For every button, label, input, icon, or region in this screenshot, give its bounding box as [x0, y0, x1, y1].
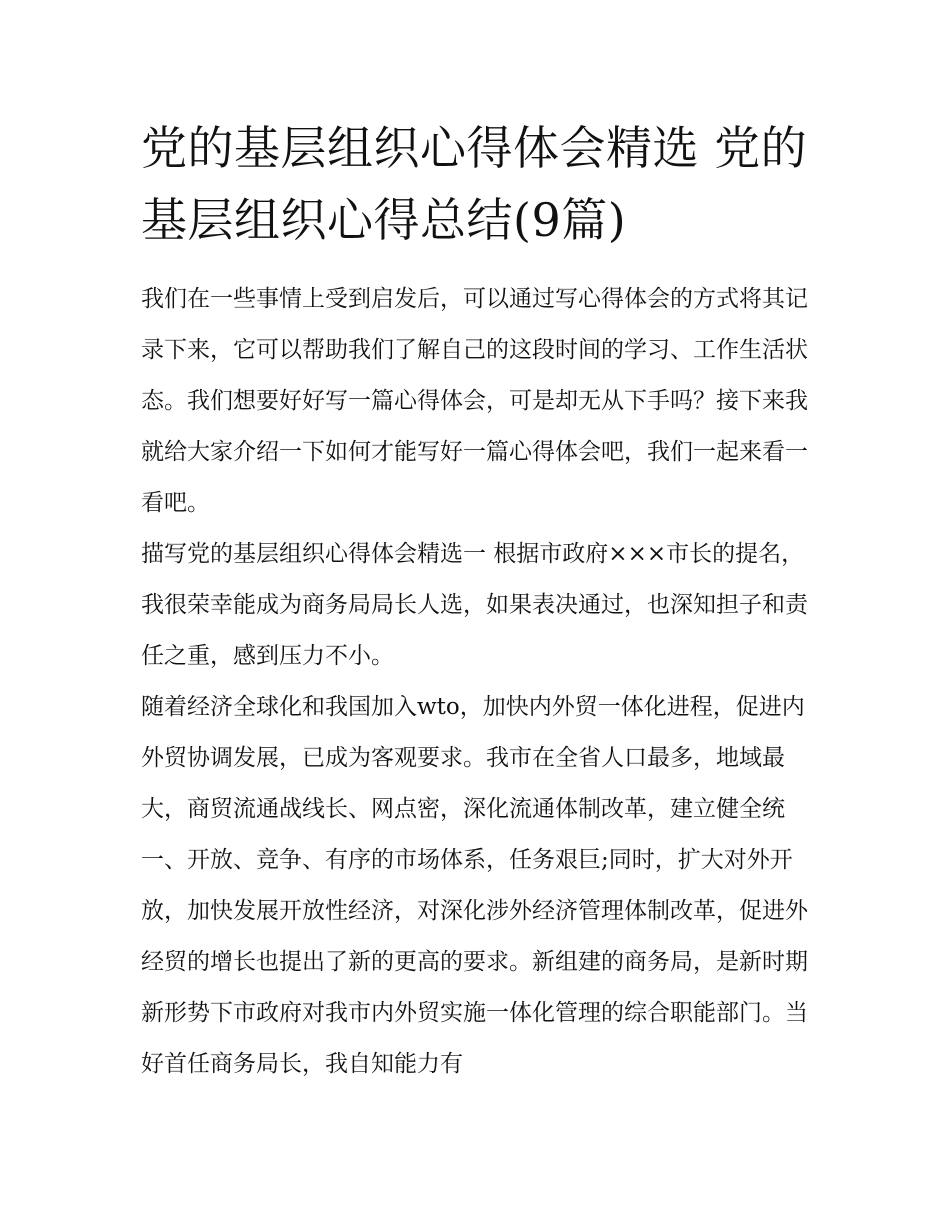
document-title: 党的基层组织心得体会精选 党的基层组织心得总结(9篇) — [141, 121, 808, 247]
body-paragraph: 描写党的基层组织心得体会精选一 根据市政府×××市长的提名，我很荣幸能成为商务局局长人选，如果表决通过，也深知担子和责任之重，感到压力不小。 — [141, 541, 808, 669]
document-page — [141, 112, 813, 1090]
body-paragraph: 随着经济全球化和我国加入wto，加快内外贸一体化进程，促进内外贸协调发展，已成为客观要求。我市在全省人口最多，地域最大，商贸流通战线长、网点密，深化流通体制改革，建立健全统一、开放、竞争、有序的市场体系，任务艰巨;同时，扩大对外开放，加快发展开放性经济，对深化涉外经济管理体制改革，促进外经贸的增长也提出了新的更高的要求。新组建的商务局，是新时期新形势下市政府对我市内外贸实施一体化管理的综合职能部门。当好首任商务局长，我自知能力有 — [141, 694, 808, 1077]
intro-paragraph: 我们在一些事情上受到启发后，可以通过写心得体会的方式将其记录下来，它可以帮助我们了解自己的这段时间的学习、工作生活状态。我们想要好好写一篇心得体会，可是却无从下手吗？接下来我就给大家介绍一下如何才能写好一篇心得体会吧，我们一起来看一看吧。 — [141, 286, 808, 516]
